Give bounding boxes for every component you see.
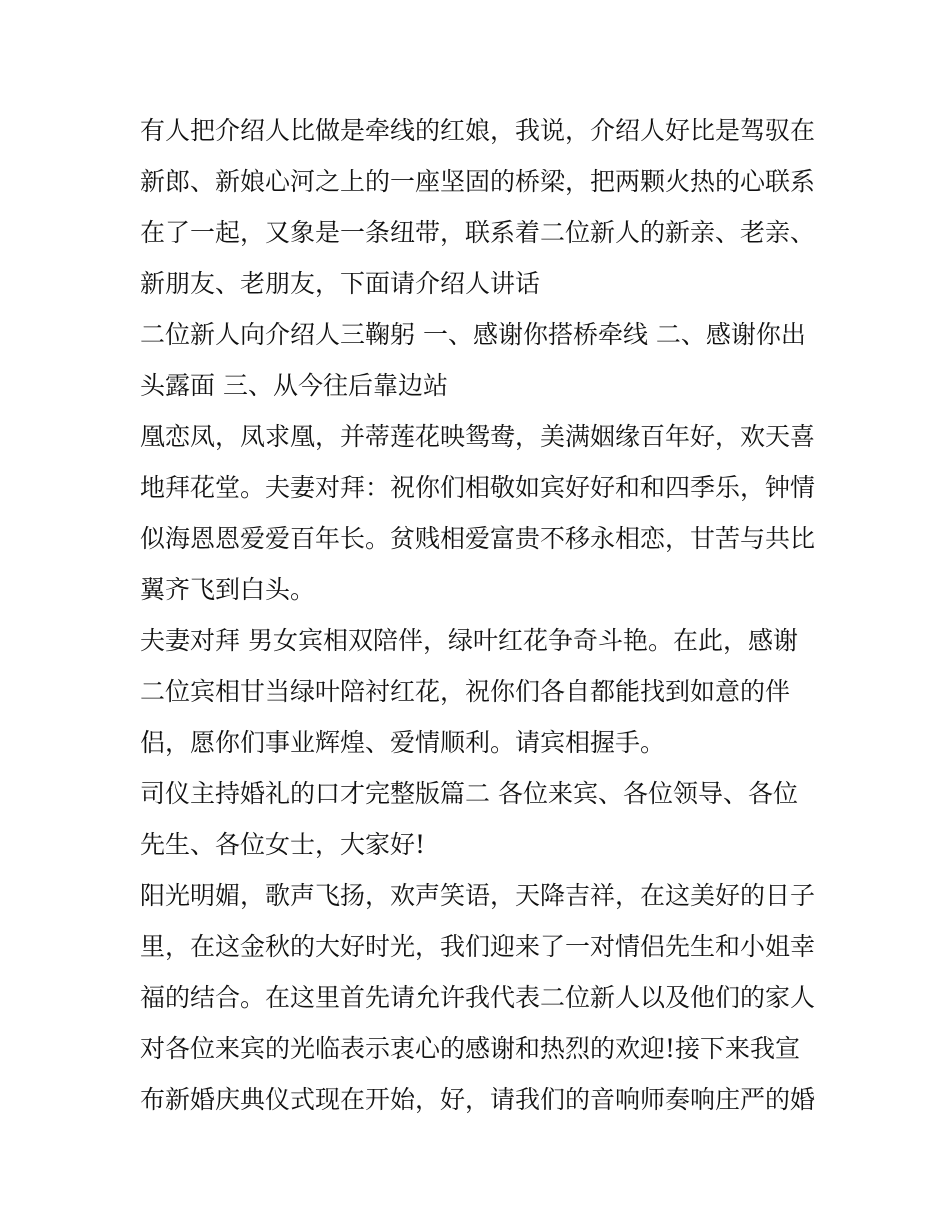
text-line: 似海恩恩爱爱百年长。贫贱相爱富贵不移永相恋，甘苦与共比	[140, 524, 816, 553]
text-line: 新朋友、老朋友，下面请介绍人讲话	[140, 269, 541, 298]
text-line: 二位新人向介绍人三鞠躬 一、感谢你搭桥牵线 二、感谢你出	[140, 320, 806, 349]
text-line: 头露面 三、从今往后靠边站	[140, 371, 448, 400]
text-line: 先生、各位女士，大家好!	[140, 830, 426, 859]
text-line: 对各位来宾的光临表示衷心的感谢和热烈的欢迎!接下来我宣	[140, 1034, 801, 1063]
text-line: 翼齐飞到白头。	[140, 575, 316, 604]
text-line: 里，在这金秋的大好时光，我们迎来了一对情侣先生和小姐幸	[140, 932, 816, 961]
text-line: 福的结合。在这里首先请允许我代表二位新人以及他们的家人	[140, 983, 816, 1012]
text-line: 夫妻对拜 男女宾相双陪伴，绿叶红花争奇斗艳。在此，感谢	[140, 626, 798, 655]
text-line: 有人把介绍人比做是牵线的红娘，我说，介绍人好比是驾驭在	[140, 116, 816, 145]
text-line: 新郎、新娘心河之上的一座坚固的桥梁，把两颗火热的心联系	[140, 167, 816, 196]
text-line: 布新婚庆典仪式现在开始，好，请我们的音响师奏响庄严的婚	[140, 1085, 816, 1114]
text-line: 侣，愿你们事业辉煌、爱情顺利。请宾相握手。	[140, 728, 666, 757]
text-line: 在了一起，又象是一条纽带，联系着二位新人的新亲、老亲、	[140, 218, 816, 247]
text-line: 司仪主持婚礼的口才完整版篇二 各位来宾、各位领导、各位	[140, 779, 798, 808]
text-line: 地拜花堂。夫妻对拜：祝你们相敬如宾好好和和四季乐，钟情	[140, 473, 816, 502]
text-line: 凰恋凤，凤求凰，并蒂莲花映鸳鸯，美满姻缘百年好，欢天喜	[140, 422, 816, 451]
text-line: 二位宾相甘当绿叶陪衬红花，祝你们各自都能找到如意的伴	[140, 677, 791, 706]
text-line: 阳光明媚，歌声飞扬，欢声笑语，天降吉祥，在这美好的日子	[140, 881, 816, 910]
document-body	[140, 105, 820, 1125]
